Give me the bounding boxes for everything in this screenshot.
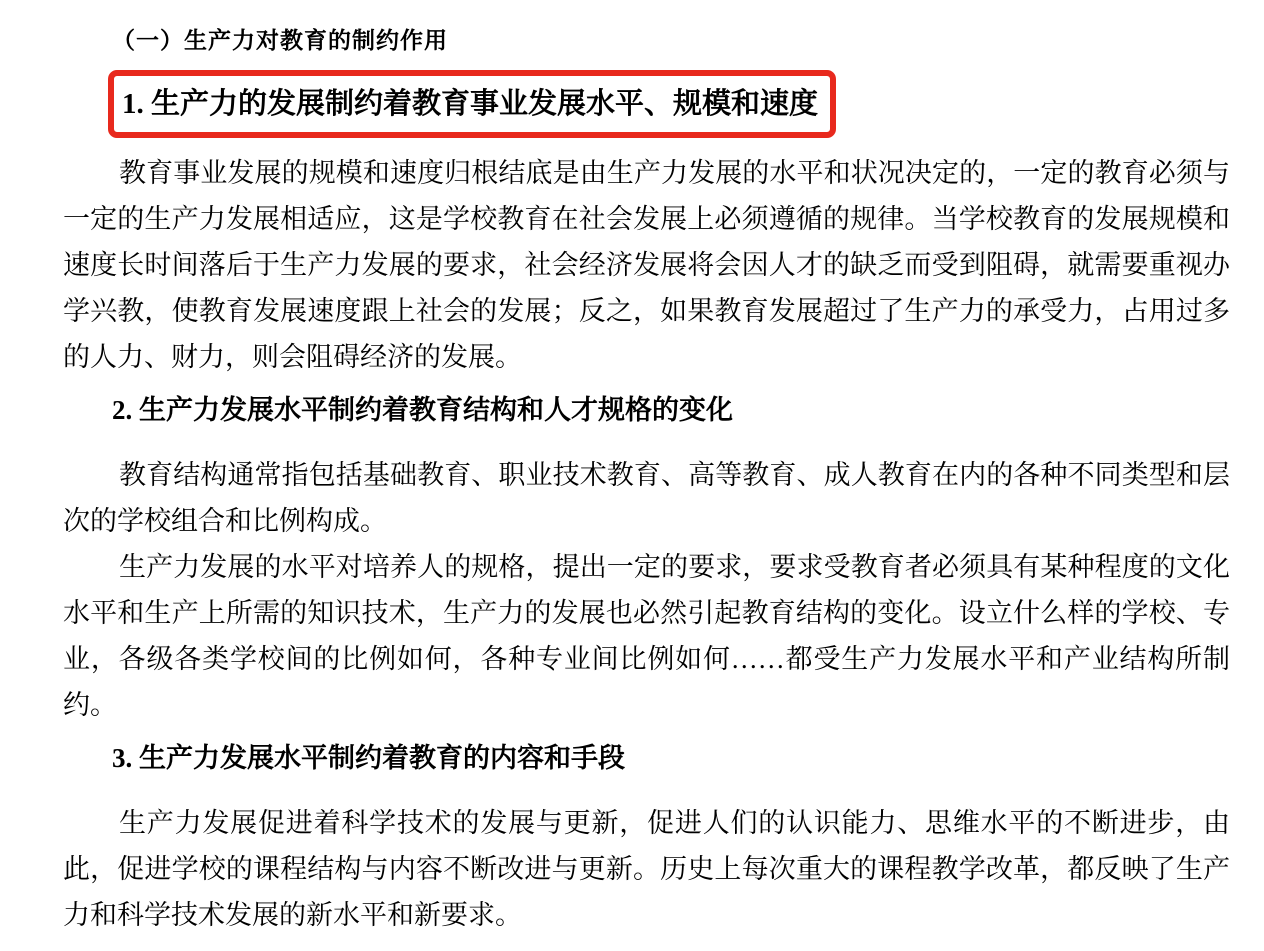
section-title: （一）生产力对教育的制约作用 bbox=[112, 28, 448, 53]
point3-paragraph: 生产力发展促进着科学技术的发展与更新，促进人们的认识能力、思维水平的不断进步，由此，促进学校的课程结构与内容不断改进与更新。历史上每次重大的课程教学改革，都反映了生产力和科学技术发展的新水平和新要求。 bbox=[63, 808, 1230, 930]
point2-paragraph-2: 生产力发展的水平对培养人的规格，提出一定的要求，要求受教育者必须具有某种程度的文化水平和生产上所需的知识技术，生产力的发展也必然引起教育结构的变化。设立什么样的学校、专业，各级各类学校间的比例如何，各种专业间比例如何……都受生产力发展水平和产业结构所制约。 bbox=[63, 552, 1230, 720]
point3-title: 3. 生产力发展水平制约着教育的内容和手段 bbox=[112, 743, 625, 773]
point1-title: 1. 生产力的发展制约着教育事业发展水平、规模和速度 bbox=[122, 88, 819, 120]
point2-title: 2. 生产力发展水平制约着教育结构和人才规格的变化 bbox=[112, 395, 733, 425]
point1-paragraph: 教育事业发展的规模和速度归根结底是由生产力发展的水平和状况决定的，一定的教育必须与一定的生产力发展相适应，这是学校教育在社会发展上必须遵循的规律。当学校教育的发展规模和速度长时间落后于生产力发展的要求，社会经济发展将会因人才的缺乏而受到阻碍，就需要重视办学兴教，使教育发展速度跟上社会的发展；反之，如果教育发展超过了生产力的承受力，占用过多的人力、财力，则会阻碍经济的发展。 bbox=[63, 158, 1230, 372]
highlight-box bbox=[108, 70, 836, 138]
point2-paragraph-1: 教育结构通常指包括基础教育、职业技术教育、高等教育、成人教育在内的各种不同类型和层次的学校组合和比例构成。 bbox=[63, 460, 1230, 536]
